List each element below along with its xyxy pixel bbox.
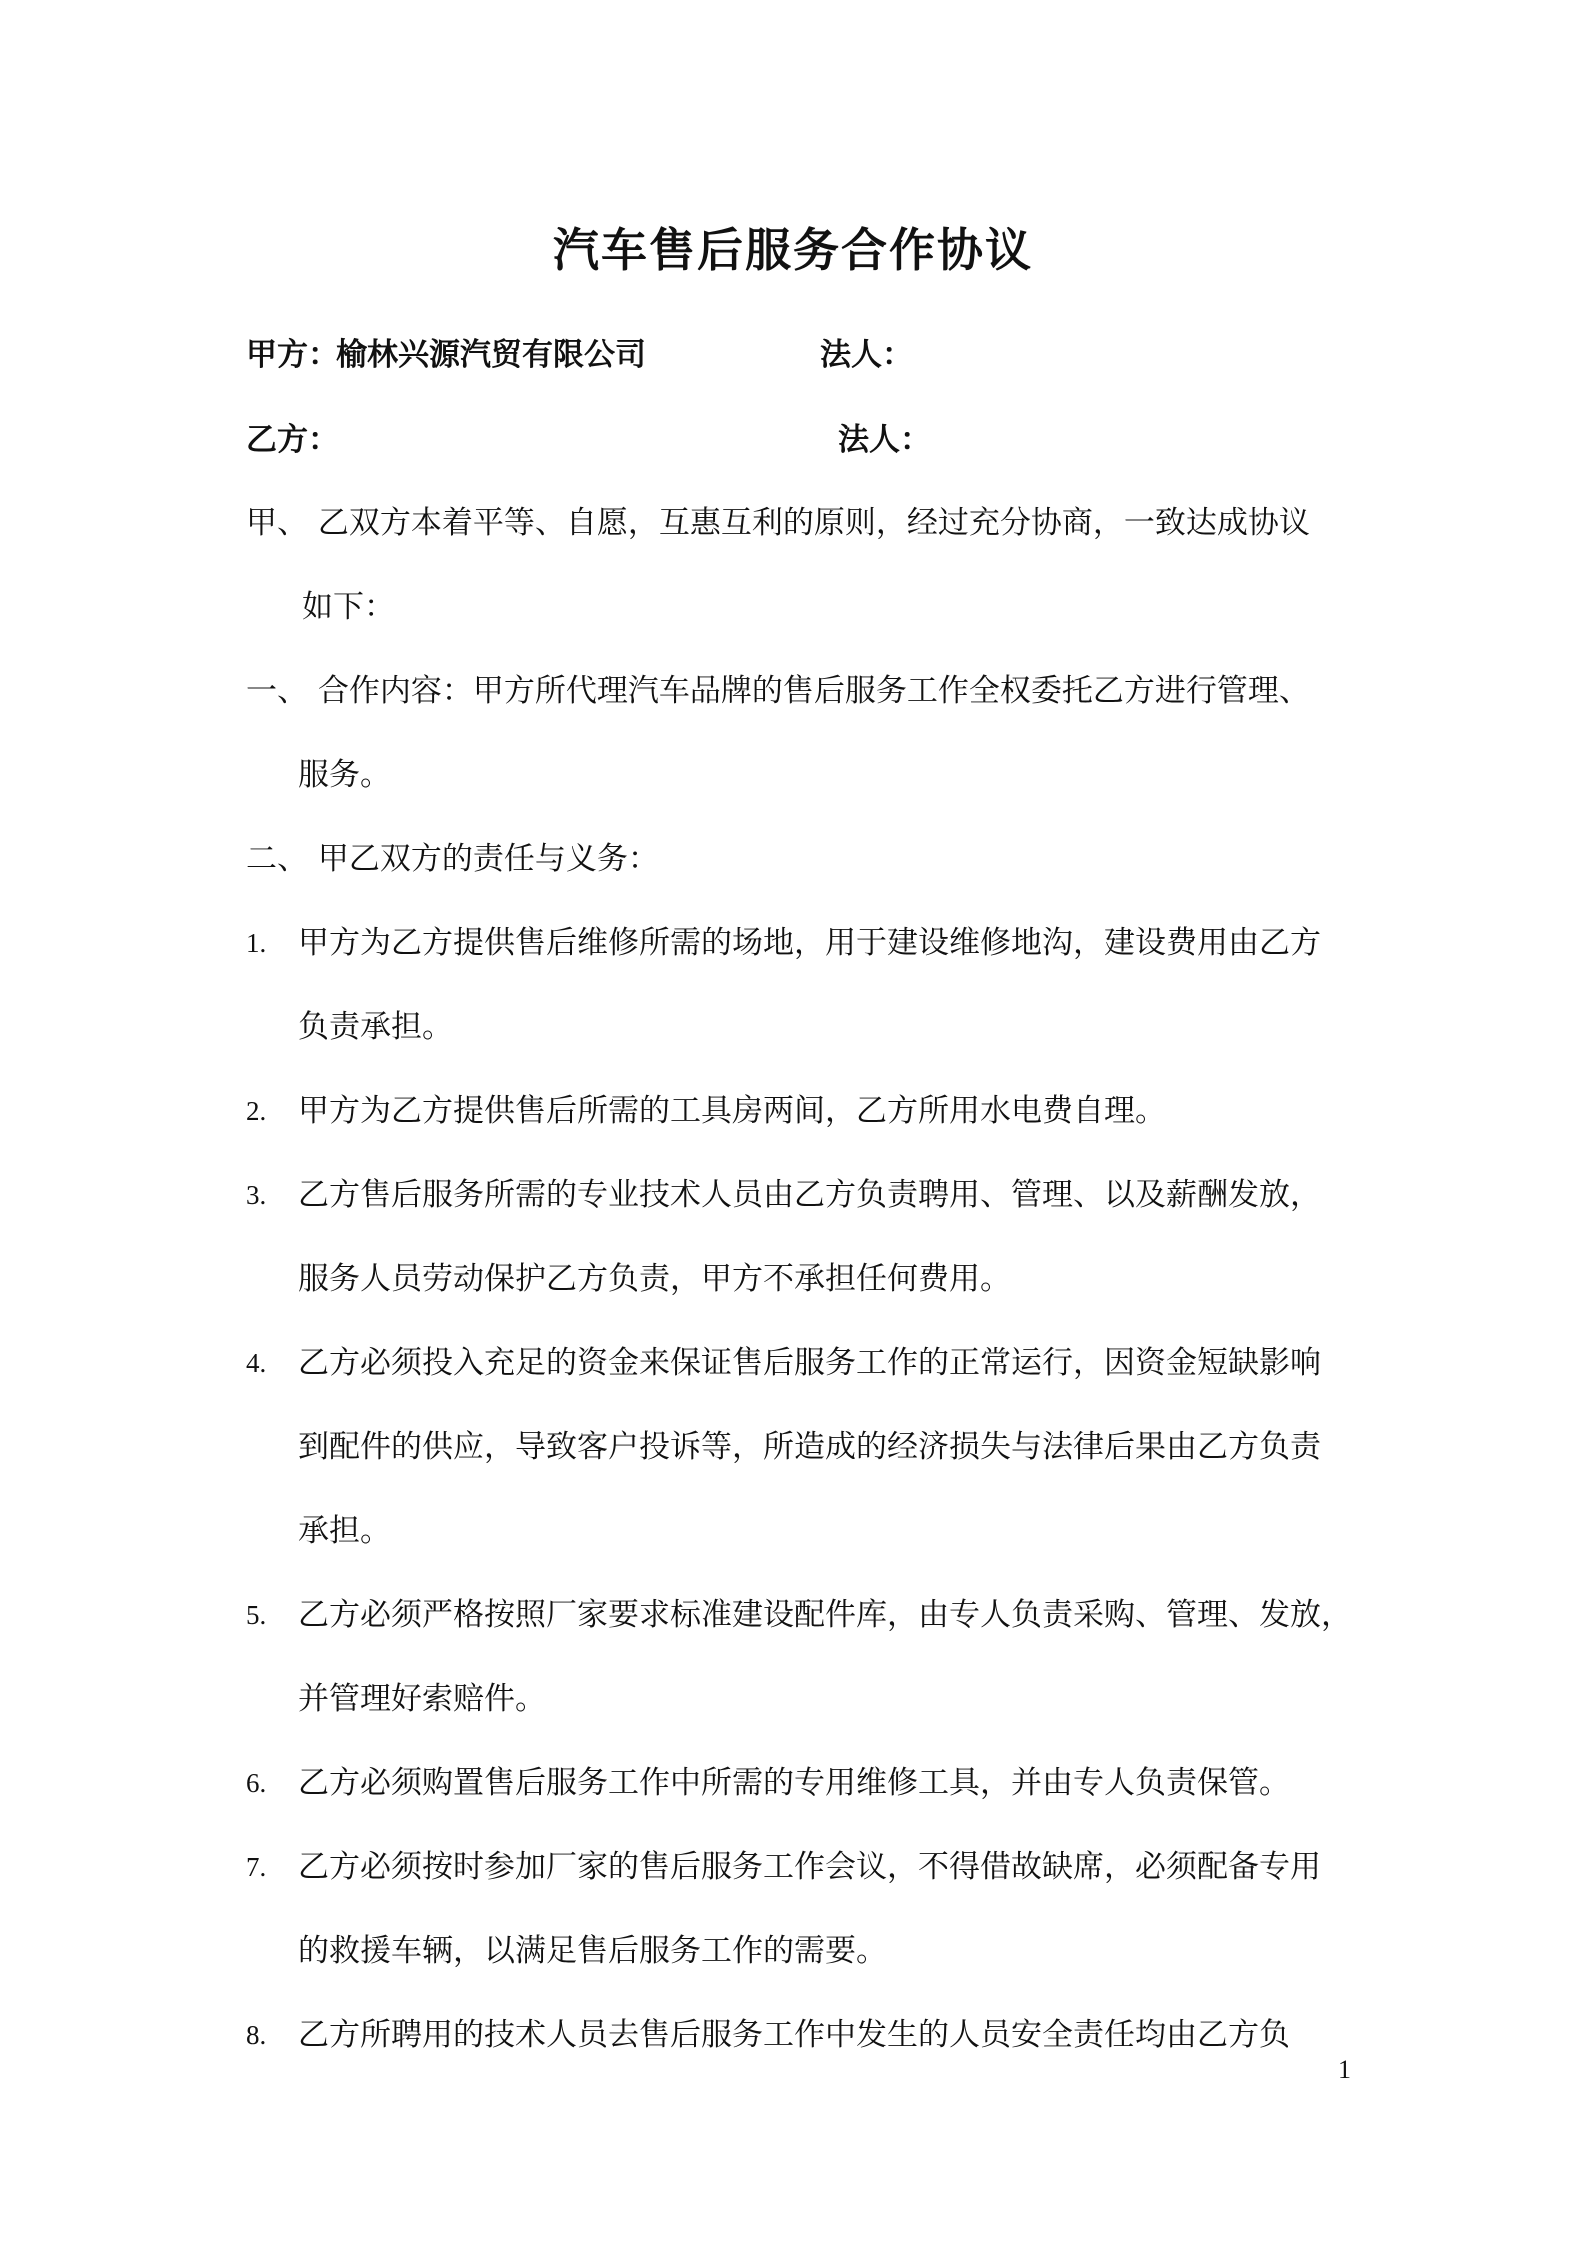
section-1-line-1: 一、 合作内容：甲方所代理汽车品牌的售后服务工作全权委托乙方进行管理、 — [246, 673, 1310, 709]
item-number: 8. — [246, 2020, 267, 2050]
item-text-line: 的救援车辆，以满足售后服务工作的需要。 — [298, 1933, 887, 1969]
item-number: 3. — [246, 1180, 267, 1210]
intro-line-1: 甲、 乙双方本着平等、自愿，互惠互利的原则，经过充分协商，一致达成协议 — [246, 505, 1310, 541]
party-a-name: 榆林兴源汽贸有限公司 — [336, 337, 646, 373]
item-text-line: 乙方必须按时参加厂家的售后服务工作会议，不得借故缺席，必须配备专用 — [298, 1849, 1321, 1885]
item-text-line: 乙方必须投入充足的资金来保证售后服务工作的正常运行，因资金短缺影响 — [298, 1345, 1321, 1381]
item-number: 6. — [246, 1768, 267, 1798]
item-text-line: 到配件的供应，导致客户投诉等，所造成的经济损失与法律后果由乙方负责 — [298, 1429, 1321, 1465]
item-text-line: 负责承担。 — [298, 1009, 453, 1045]
item-number: 7. — [246, 1852, 267, 1882]
item-text-line: 承担。 — [298, 1513, 391, 1549]
intro-line-2: 如下： — [302, 589, 395, 625]
item-number: 2. — [246, 1096, 267, 1126]
item-text-line: 乙方必须严格按照厂家要求标准建设配件库，由专人负责采购、管理、发放， — [298, 1597, 1352, 1633]
item-text-line: 并管理好索赔件。 — [298, 1681, 546, 1717]
section-2-heading: 二、 甲乙双方的责任与义务： — [246, 841, 659, 877]
item-number: 4. — [246, 1348, 267, 1378]
item-text-line: 乙方所聘用的技术人员去售后服务工作中发生的人员安全责任均由乙方负 — [298, 2017, 1290, 2053]
document-title: 汽车售后服务合作协议 — [553, 223, 1033, 277]
item-text-line: 甲方为乙方提供售后所需的工具房两间，乙方所用水电费自理。 — [298, 1093, 1166, 1129]
item-number: 5. — [246, 1600, 267, 1630]
item-number: 1. — [246, 928, 267, 958]
item-text-line: 乙方必须购置售后服务工作中所需的专用维修工具，并由专人负责保管。 — [298, 1765, 1290, 1801]
party-a-legal-rep: 法人： — [820, 337, 913, 373]
item-text-line: 服务人员劳动保护乙方负责，甲方不承担任何费用。 — [298, 1261, 1011, 1297]
page-number: 1 — [1338, 2055, 1351, 2084]
party-b-legal-rep: 法人： — [838, 422, 931, 458]
item-text-line: 甲方为乙方提供售后维修所需的场地，用于建设维修地沟，建设费用由乙方 — [298, 925, 1321, 961]
item-text-line: 乙方售后服务所需的专业技术人员由乙方负责聘用、管理、以及薪酬发放， — [298, 1177, 1321, 1213]
party-a-label: 甲方： — [246, 337, 339, 373]
party-b-label: 乙方： — [246, 422, 339, 458]
section-1-line-2: 服务。 — [298, 757, 391, 793]
